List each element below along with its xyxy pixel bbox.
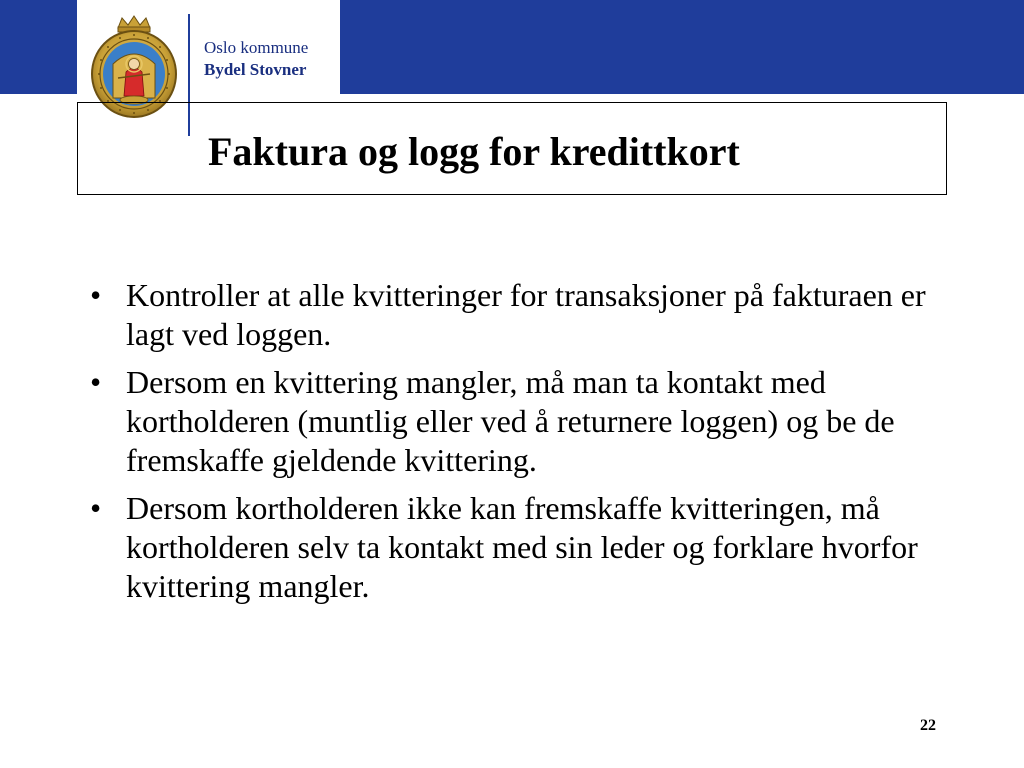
bullet-item-2 xyxy=(84,363,944,480)
bullet-symbol: • xyxy=(90,277,102,313)
org-unit: Bydel Stovner xyxy=(204,60,307,79)
bullet-text: Dersom kortholderen ikke kan fremskaffe kvitteringen, må kortholderen selv ta kontakt med sin leder og forklare hvorfor kvittering mangler. xyxy=(126,490,918,604)
bullet-list xyxy=(84,276,944,615)
slide-title: Faktura og logg for kredittkort xyxy=(208,129,740,174)
page-number: 22 xyxy=(920,717,936,734)
bullet-symbol: • xyxy=(90,490,102,526)
bullet-text: Kontroller at alle kvitteringer for transaksjoner på fakturaen er lagt ved loggen. xyxy=(126,277,926,352)
bullet-text: Dersom en kvittering mangler, må man ta kontakt med kortholderen (muntlig eller ved å returnere loggen) og be de fremskaffe gjeldende kvittering. xyxy=(126,364,895,478)
org-name: Oslo kommune xyxy=(204,38,309,57)
bullet-item-1 xyxy=(84,276,944,354)
bullet-symbol: • xyxy=(90,364,102,400)
bullet-item-3 xyxy=(84,489,944,606)
